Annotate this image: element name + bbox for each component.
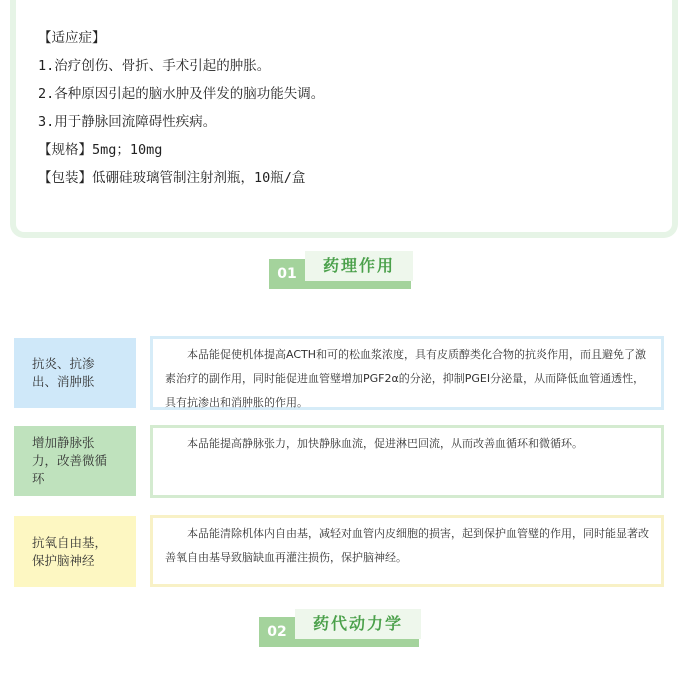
section-header-pharmacology	[269, 251, 415, 289]
indications-heading: 【适应症】	[38, 30, 106, 46]
effect-label-anti-inflammatory: 抗炎、抗渗出、消肿胀	[14, 338, 136, 408]
section-underline	[305, 281, 411, 289]
indication-item: 3.用于静脉回流障碍性疾病。	[38, 114, 217, 130]
indications-card	[10, 0, 678, 238]
effect-description-anti-inflammatory: 本品能促使机体提高ACTH和可的松血浆浓度，具有皮质醇类化合物的抗炎作用，而且避免了激素治疗的副作用，同时能促进血管璧增加PGF2α的分泌，抑制PGEI分泌量，从而降低血管通透性，具有抗渗出和消肿胀的作用。	[150, 336, 664, 410]
section-number: 02	[259, 617, 295, 647]
section-title: 药理作用	[305, 251, 413, 281]
section-underline	[295, 639, 419, 647]
packaging-line: 【包装】低硼硅玻璃管制注射剂瓶，10瓶/盒	[38, 170, 306, 186]
section-title: 药代动力学	[295, 609, 421, 639]
effect-label-venous-tone: 增加静脉张力，改善微循环	[14, 426, 136, 496]
effect-description-antioxidant: 本品能清除机体内自由基，减轻对血管内皮细胞的损害，起到保护血管璧的作用，同时能显著改善氧自由基导致脑缺血再灌注损伤，保护脑神经。	[150, 515, 664, 587]
section-header-pharmacokinetics	[259, 609, 425, 647]
indications-text	[38, 24, 324, 192]
indication-item: 2.各种原因引起的脑水肿及伴发的脑功能失调。	[38, 86, 325, 102]
effect-label-antioxidant: 抗氧自由基，保护脑神经	[14, 516, 136, 587]
specification-line: 【规格】5mg；10mg	[38, 142, 163, 158]
indication-item: 1.治疗创伤、骨折、手术引起的肿胀。	[38, 58, 271, 74]
effect-description-venous-tone: 本品能提高静脉张力，加快静脉血流，促进淋巴回流，从而改善血循环和微循环。	[150, 425, 664, 498]
section-number: 01	[269, 259, 305, 289]
